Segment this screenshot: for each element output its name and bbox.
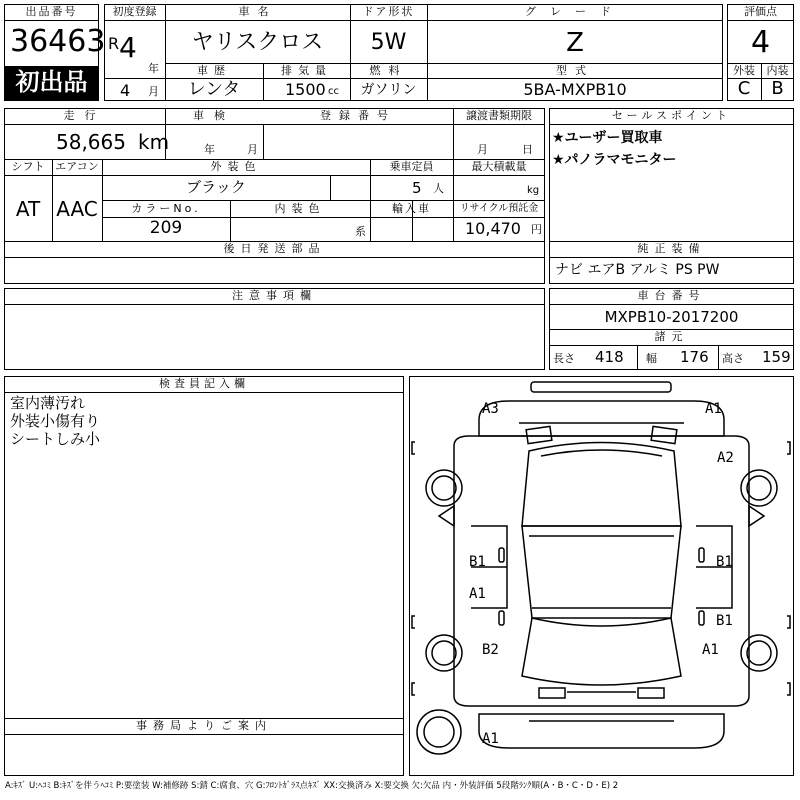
inspection-year-unit: 年 xyxy=(204,143,215,156)
chassis-label: 車台番号 xyxy=(637,289,706,302)
capacity-unit: 人 xyxy=(433,182,444,195)
chassis-number: MXPB10-2017200 xyxy=(604,308,739,326)
mileage-unit: km xyxy=(138,130,170,154)
legend: A:ｷｽﾞ U:ﾍｺﾐ B:ｷｽﾞを伴うﾍｺﾐ P:要塗装 W:補修跡 S:錆 C:腐食、穴 G:ﾌﾛﾝﾄｶﾞﾗｽ点ｷｽﾞ XX:交換済み X:要交換 欠:欠品 内・外装評価 5段階ﾗﾝｸ順(A・B・C・D・E) 2 xyxy=(5,781,619,791)
sales-points-label: セールスポイント xyxy=(611,109,731,122)
aircon-label: エアコン xyxy=(55,160,99,173)
import-label: 輸入車 xyxy=(392,202,431,215)
inspection-label: 車検 xyxy=(193,109,235,122)
spec-label: 諸元 xyxy=(654,330,689,343)
mileage: 58,665 xyxy=(56,130,126,154)
exterior-score: C xyxy=(737,78,751,99)
width: 176 xyxy=(680,348,709,366)
height-label: 高さ xyxy=(722,352,744,365)
recycle-label: リサイクル預託金 xyxy=(459,203,539,214)
later-parts-label: 後日発送部品 xyxy=(223,242,326,255)
damage-mark: B2 xyxy=(482,642,499,658)
transfer-month-unit: 月 xyxy=(477,143,488,156)
score: 4 xyxy=(750,25,771,60)
score-label: 評価点 xyxy=(744,5,777,18)
height: 159 xyxy=(762,348,791,366)
first-reg-month: 4 xyxy=(120,81,131,100)
length: 418 xyxy=(595,348,624,366)
displacement: 1500 xyxy=(285,80,326,99)
capacity-label: 乗車定員 xyxy=(389,160,434,173)
grade-label: グレード xyxy=(525,5,625,18)
damage-mark: B1 xyxy=(716,554,733,570)
car-name-label: 車名 xyxy=(238,5,277,18)
damage-mark: A1 xyxy=(702,642,719,658)
car-name: ヤリスクロス xyxy=(191,30,324,55)
aircon: AAC xyxy=(56,197,98,221)
door-type: 5W xyxy=(370,30,407,55)
car-diagram xyxy=(409,376,794,776)
recycle-unit: 円 xyxy=(531,223,542,236)
recycle-amount: 10,470 xyxy=(465,219,521,238)
model: 5BA-MXPB10 xyxy=(523,80,627,99)
equipment-value: ナビ エアB アルミ PS PW xyxy=(555,262,720,278)
displacement-label: 排気量 xyxy=(281,64,332,77)
lot-number: 36463 xyxy=(10,24,106,59)
fuel-label: 燃料 xyxy=(369,64,408,77)
max-load-label: 最大積載量 xyxy=(471,160,527,173)
fuel: ガソリン xyxy=(360,82,417,98)
int-color-suffix: 系 xyxy=(355,225,366,238)
grade: Z xyxy=(566,28,584,58)
inspection-month-unit: 月 xyxy=(247,143,258,156)
length-label: 長さ xyxy=(553,352,575,365)
year-unit: 年 xyxy=(148,62,159,75)
damage-mark: B1 xyxy=(716,613,733,629)
shift: AT xyxy=(15,197,41,221)
damage-mark: A1 xyxy=(469,586,486,602)
displacement-unit: cc xyxy=(328,86,339,97)
inspector-note: シートしみ小 xyxy=(10,430,101,448)
first-reg-year: 4 xyxy=(119,31,137,64)
inspector-note: 外装小傷有り xyxy=(10,412,101,430)
shift-label: シフト xyxy=(11,160,45,173)
inspector-label: 検査員記入欄 xyxy=(159,377,249,390)
exterior-label: 外装 xyxy=(733,64,755,77)
color-no: 209 xyxy=(149,218,183,238)
month-unit: 月 xyxy=(148,85,159,98)
equipment-label: 純正装備 xyxy=(637,242,706,255)
model-label: 型式 xyxy=(556,64,594,77)
ext-color-label: 外装色 xyxy=(210,160,262,173)
lot-label: 出品番号 xyxy=(25,5,78,18)
max-load-unit: kg xyxy=(527,185,540,196)
era: R xyxy=(108,34,120,53)
capacity: 5 xyxy=(412,179,422,197)
transfer-label: 譲渡書類期限 xyxy=(466,109,532,122)
transfer-day-unit: 日 xyxy=(522,143,533,156)
width-label: 幅 xyxy=(646,352,657,365)
damage-mark: A1 xyxy=(482,731,499,747)
damage-mark: A2 xyxy=(717,450,734,466)
ext-color: ブラック xyxy=(186,178,246,196)
reg-no-label: 登録番号 xyxy=(320,109,396,122)
sales-point: ★ユーザー買取車 xyxy=(552,130,663,146)
interior-label: 内装 xyxy=(766,64,789,77)
damage-mark: A3 xyxy=(482,401,499,417)
first-reg-label: 初度登録 xyxy=(112,5,157,18)
int-color-label: 内装色 xyxy=(274,202,326,215)
office-label: 事務局よりご案内 xyxy=(136,719,272,732)
color-no-label: カラーNo. xyxy=(131,202,201,215)
damage-mark: A1 xyxy=(705,401,722,417)
inspector-note: 室内薄汚れ xyxy=(10,394,86,412)
door-label: ドア形状 xyxy=(362,5,415,18)
mileage-label: 走行 xyxy=(63,109,106,122)
sales-point: ★パノラマモニター xyxy=(552,152,677,168)
notes-label: 注意事項欄 xyxy=(232,289,317,302)
interior-score: B xyxy=(771,78,784,99)
history-label: 車歴 xyxy=(197,64,231,77)
damage-mark: B1 xyxy=(469,554,486,570)
history: レンタ xyxy=(187,79,241,100)
first-listing-text: 初出品 xyxy=(15,68,88,96)
